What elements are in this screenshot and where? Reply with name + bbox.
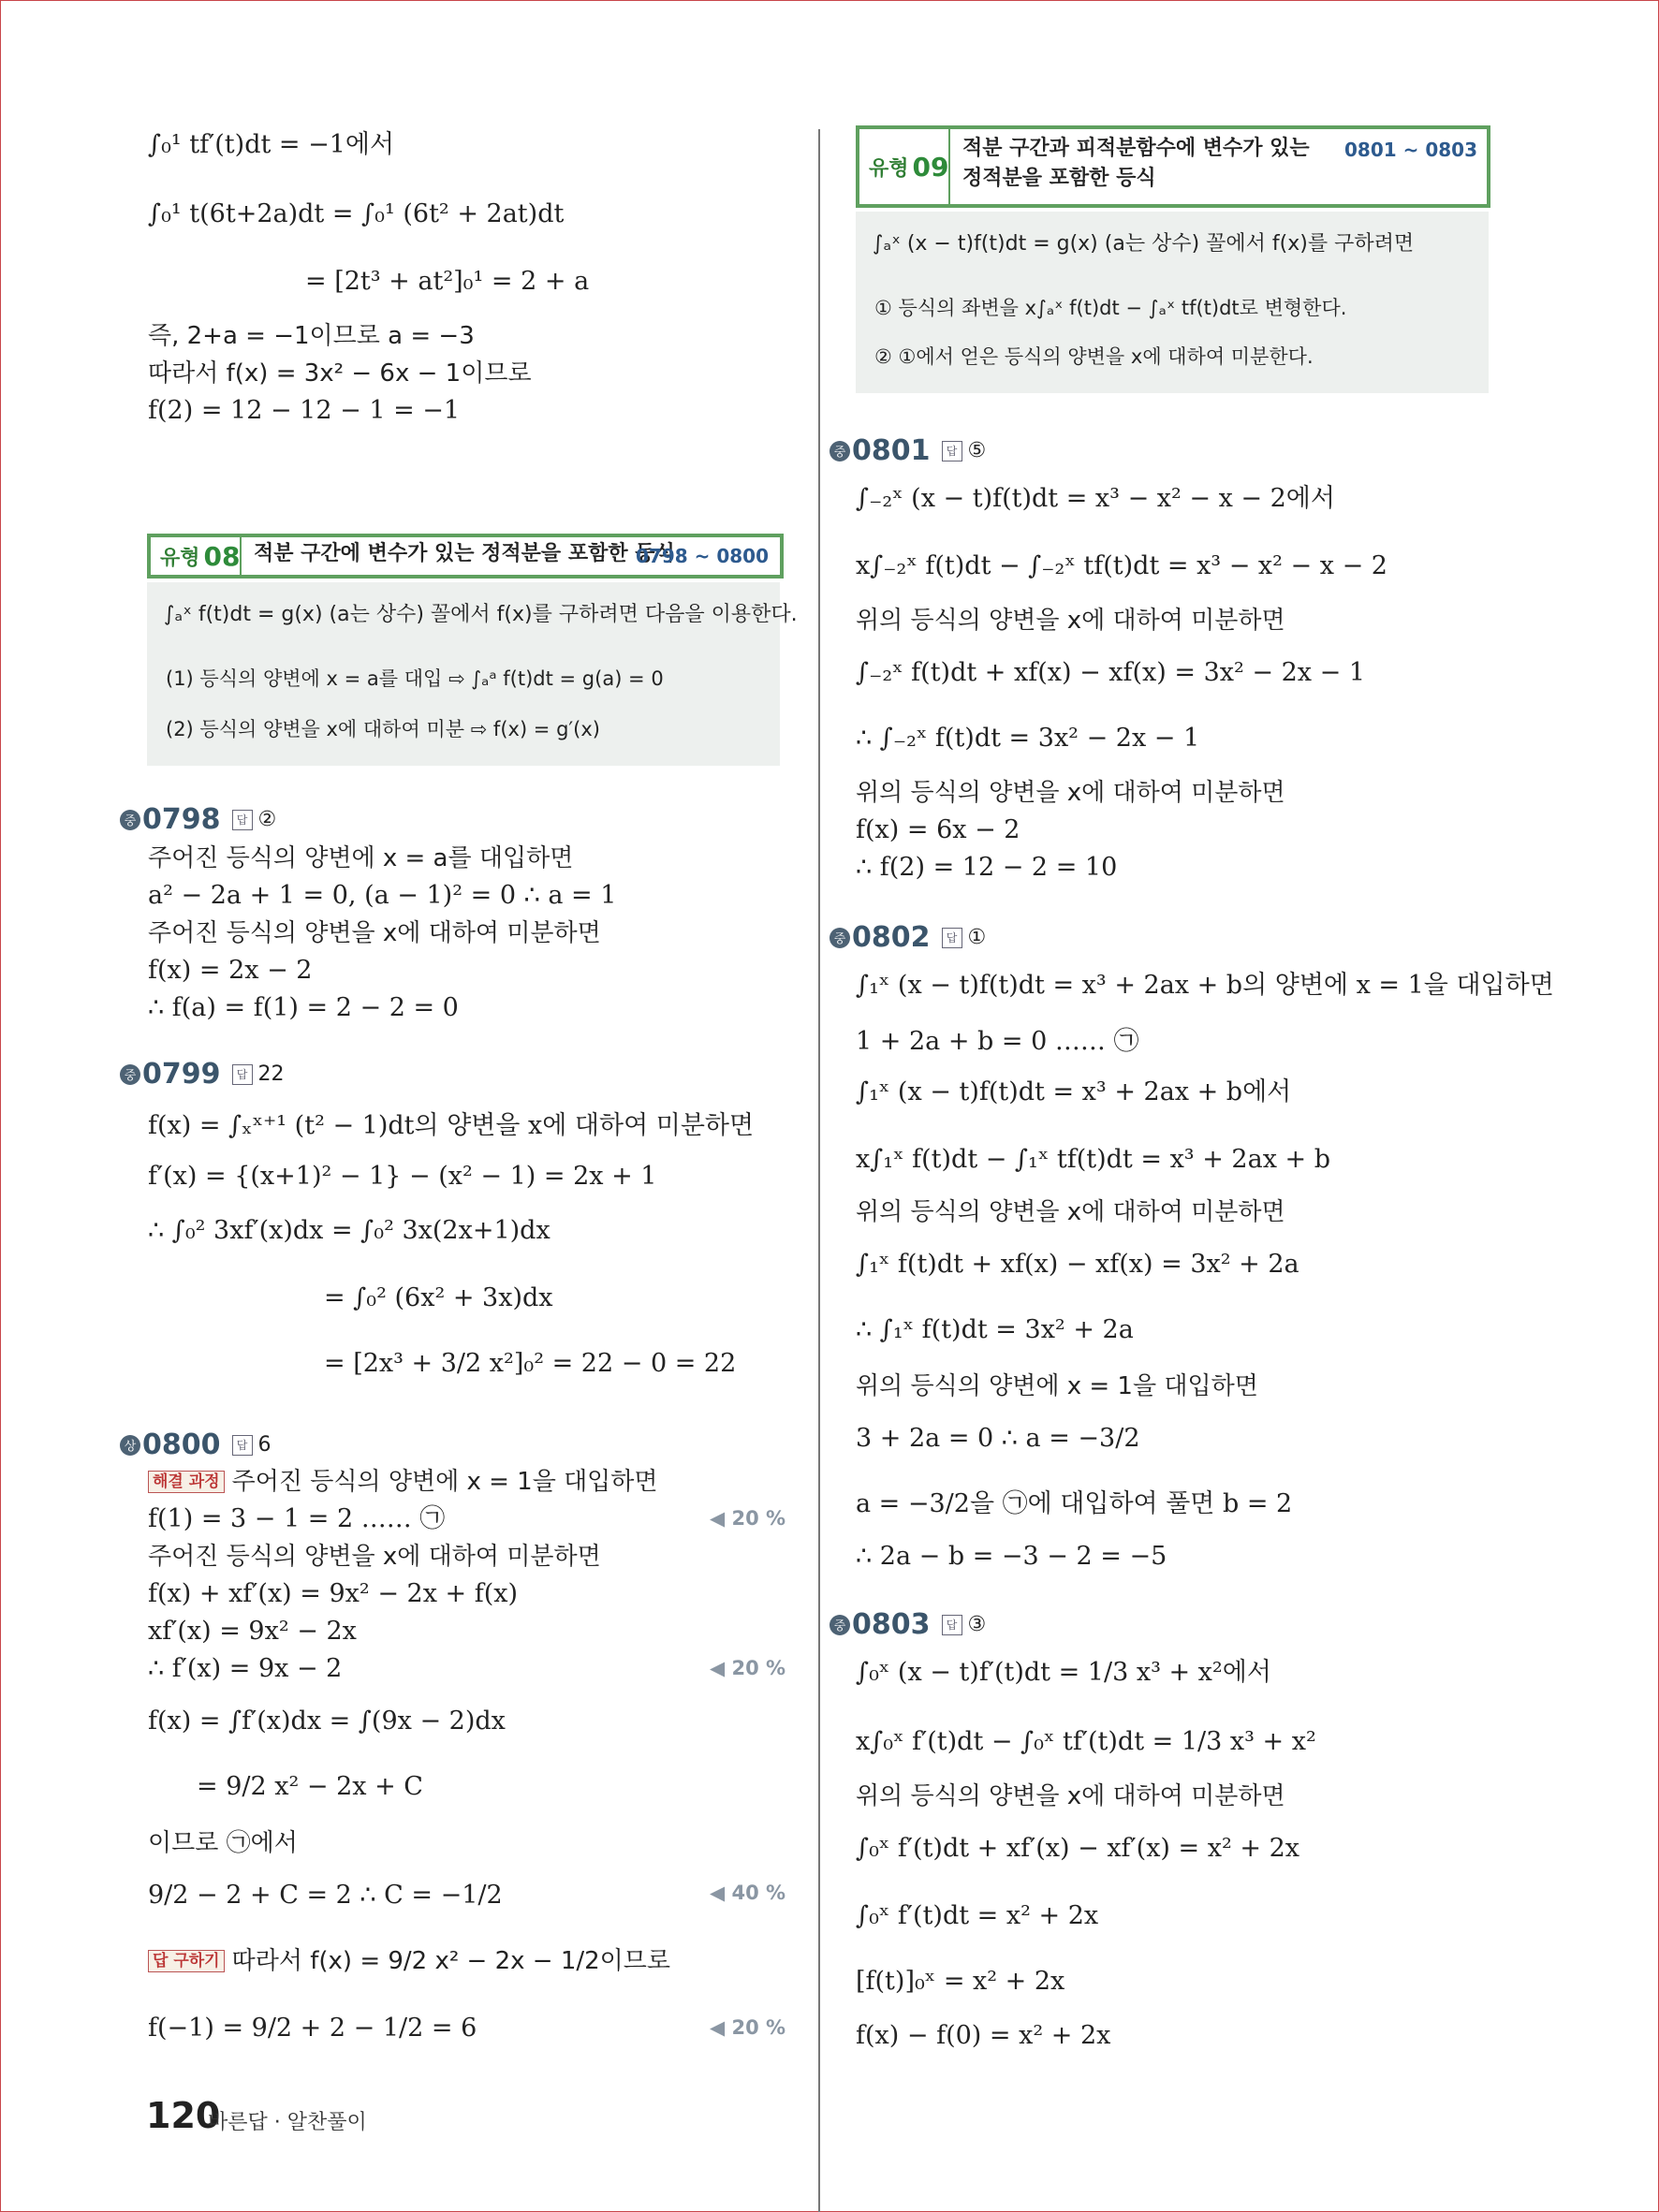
type08-separator (240, 537, 242, 575)
type08-title: 적분 구간에 변수가 있는 정적분을 포함한 등식 (254, 542, 675, 565)
difficulty-badge: 중 (120, 1064, 140, 1085)
p0799-line-2: f′(x) = {(x+1)² − 1} − (x² − 1) = 2x + 1 (148, 1162, 657, 1191)
p0800-line-5: xf′(x) = 9x² − 2x (148, 1617, 357, 1646)
p0801-line-3: 위의 등식의 양변을 x에 대하여 미분하면 (856, 607, 1285, 635)
p0802-line-7: ∴ ∫₁ˣ f(t)dt = 3x² + 2a (856, 1315, 1134, 1344)
intro-line-5: 따라서 f(x) = 3x² − 6x − 1이므로 (148, 359, 532, 388)
type09-note-1: ∫ₐˣ (x − t)f(t)dt = g(x) (a는 상수) 꼴에서 f(x)를 구하려면 (873, 232, 1415, 256)
p0799-line-5: = [2x³ + 3/2 x²]₀² = 22 − 0 = 22 (324, 1349, 737, 1378)
type08-note (147, 582, 798, 766)
p0803-line-7: f(x) − f(0) = x² + 2x (856, 2021, 1111, 2050)
difficulty-badge: 중 (830, 1615, 850, 1635)
p0801-line-5: ∴ ∫₋₂ˣ f(t)dt = 3x² − 2x − 1 (856, 724, 1200, 753)
p0800-line-6: ∴ f′(x) = 9x − 2 (148, 1654, 343, 1683)
p0800-line-1: 해결 과정 주어진 등식의 양변에 x = 1을 대입하면 (148, 1466, 658, 1498)
problem-number: 0798 (142, 803, 221, 836)
type09-title-1: 적분 구간과 피적분함수에 변수가 있는 (962, 137, 1310, 160)
p0803-line-5: ∫₀ˣ f′(t)dt = x² + 2x (856, 1901, 1099, 1930)
type09-separator (948, 129, 950, 204)
type08-range: 0798 ~ 0800 (635, 545, 769, 567)
answer-value: ⑤ (967, 439, 987, 462)
p0800-line-4: f(x) + xf′(x) = 9x² − 2x + f(x) (148, 1579, 519, 1608)
step-badge-answer: 답 구하기 (148, 1950, 225, 1972)
p0801-line-1: ∫₋₂ˣ (x − t)f(t)dt = x³ − x² − x − 2에서 (856, 484, 1335, 513)
answer-icon: 답 (232, 1435, 253, 1456)
column-divider (818, 129, 820, 2212)
answer-icon: 답 (232, 810, 253, 830)
type08-note-3: (2) 등식의 양변을 x에 대하여 미분 ⇨ f(x) = g′(x) (166, 718, 600, 740)
p0802-line-2: 1 + 2a + b = 0 …… ㉠ (856, 1027, 1139, 1056)
answer-icon: 답 (232, 1064, 253, 1085)
p0801-line-8: ∴ f(2) = 12 − 2 = 10 (856, 853, 1118, 882)
p0798-line-2: a² − 2a + 1 = 0, (a − 1)² = 0 ∴ a = 1 (148, 881, 617, 910)
percent-marker-4: ◀ 20 % (710, 2016, 786, 2039)
problem-number: 0800 (142, 1428, 221, 1461)
percent-marker-3: ◀ 40 % (710, 1882, 786, 1904)
problem-number: 0801 (852, 434, 931, 467)
footer-label: 바른답 · 알찬풀이 (208, 2111, 367, 2134)
type08-note-1: ∫ₐˣ f(t)dt = g(x) (a는 상수) 꼴에서 f(x)를 구하려면 다음을 이용한다. (164, 603, 798, 626)
answer-icon: 답 (942, 1615, 962, 1635)
type09-tag: 유형 09 (869, 151, 949, 183)
p0800-line-2: f(1) = 3 − 1 = 2 …… ㉠ (148, 1504, 446, 1533)
problem-0803-header (830, 1608, 986, 1641)
p0800-line-7: f(x) = ∫f′(x)dx = ∫(9x − 2)dx (148, 1707, 506, 1736)
p0798-line-4: f(x) = 2x − 2 (148, 956, 313, 985)
type09-header (856, 125, 1490, 208)
p0799-line-1: f(x) = ∫ₓˣ⁺¹ (t² − 1)dt의 양변을 x에 대하여 미분하면 (148, 1111, 755, 1140)
percent-marker-2: ◀ 20 % (710, 1657, 786, 1679)
intro-line-2: ∫₀¹ t(6t+2a)dt = ∫₀¹ (6t² + 2at)dt (148, 199, 565, 228)
type08-tag: 유형 08 (160, 540, 241, 572)
p0802-line-1: ∫₁ˣ (x − t)f(t)dt = x³ + 2ax + b의 양변에 x = 1을 대입하면 (856, 971, 1554, 1000)
answer-value: ① (967, 926, 987, 949)
p0802-line-6: ∫₁ˣ f(t)dt + xf(x) − xf(x) = 3x² + 2a (856, 1250, 1299, 1279)
type09-note-3: ② ①에서 얻은 등식의 양변을 x에 대하여 미분한다. (874, 345, 1314, 368)
p0798-line-3: 주어진 등식의 양변을 x에 대하여 미분하면 (148, 919, 601, 947)
type08-header (147, 534, 784, 579)
problem-number: 0803 (852, 1608, 931, 1641)
p0800-line-12: f(−1) = 9/2 + 2 − 1/2 = 6 (148, 2014, 477, 2043)
p0803-line-1: ∫₀ˣ (x − t)f′(t)dt = 1/3 x³ + x²에서 (856, 1658, 1271, 1687)
percent-marker-1: ◀ 20 % (710, 1507, 786, 1530)
p0802-line-11: ∴ 2a − b = −3 − 2 = −5 (856, 1542, 1167, 1571)
difficulty-badge: 중 (830, 928, 850, 948)
intro-line-1: ∫₀¹ tf′(t)dt = −1에서 (148, 130, 395, 159)
difficulty-badge: 중 (120, 810, 140, 830)
p0802-line-3: ∫₁ˣ (x − t)f(t)dt = x³ + 2ax + b에서 (856, 1077, 1292, 1106)
p0799-line-4: = ∫₀² (6x² + 3x)dx (324, 1283, 553, 1312)
p0803-line-3: 위의 등식의 양변을 x에 대하여 미분하면 (856, 1782, 1285, 1810)
p0800-line-9: 이므로 ㉠에서 (148, 1829, 298, 1857)
p0800-line-8: = 9/2 x² − 2x + C (197, 1772, 423, 1801)
type09-title-2: 정적분을 포함한 등식 (962, 167, 1156, 190)
p0802-line-4: x∫₁ˣ f(t)dt − ∫₁ˣ tf(t)dt = x³ + 2ax + b (856, 1145, 1330, 1174)
answer-value: ② (257, 808, 277, 831)
p0801-line-4: ∫₋₂ˣ f(t)dt + xf(x) − xf(x) = 3x² − 2x − 1 (856, 658, 1365, 687)
p0799-line-3: ∴ ∫₀² 3xf′(x)dx = ∫₀² 3x(2x+1)dx (148, 1216, 551, 1245)
p0798-line-1: 주어진 등식의 양변에 x = a를 대입하면 (148, 844, 574, 872)
problem-0801-header (830, 434, 986, 467)
problem-0798-header (120, 803, 276, 836)
answer-value: 6 (257, 1433, 272, 1457)
p0801-line-7: f(x) = 6x − 2 (856, 815, 1020, 844)
type08-note-2: (1) 등식의 양변에 x = a를 대입 ⇨ ∫ₐᵃ f(t)dt = g(a) = 0 (166, 667, 664, 690)
p0802-line-5: 위의 등식의 양변을 x에 대하여 미분하면 (856, 1198, 1285, 1226)
p0800-line-11: 답 구하기 따라서 f(x) = 9/2 x² − 2x − 1/2이므로 (148, 1945, 670, 1977)
problem-0800-header (120, 1428, 272, 1461)
intro-line-4: 즉, 2+a = −1이므로 a = −3 (148, 322, 475, 350)
problem-0799-header (120, 1058, 285, 1091)
type09-note-2: ① 등식의 좌변을 x∫ₐˣ f(t)dt − ∫ₐˣ tf(t)dt로 변형한다. (874, 297, 1347, 319)
p0800-line-3: 주어진 등식의 양변을 x에 대하여 미분하면 (148, 1543, 601, 1571)
p0803-line-6: [f(t)]₀ˣ = x² + 2x (856, 1967, 1065, 1996)
p0803-line-4: ∫₀ˣ f′(t)dt + xf′(x) − xf′(x) = x² + 2x (856, 1834, 1299, 1863)
p0801-line-2: x∫₋₂ˣ f(t)dt − ∫₋₂ˣ tf(t)dt = x³ − x² − x − 2 (856, 551, 1387, 580)
intro-line-3: = [2t³ + at²]₀¹ = 2 + a (305, 267, 590, 296)
p0802-line-9: 3 + 2a = 0 ∴ a = −3/2 (856, 1424, 1140, 1453)
problem-0802-header (830, 921, 986, 954)
problem-number: 0802 (852, 921, 931, 954)
difficulty-badge: 중 (830, 441, 850, 461)
type09-note (856, 212, 1489, 393)
p0802-line-8: 위의 등식의 양변에 x = 1을 대입하면 (856, 1372, 1258, 1400)
problem-number: 0799 (142, 1058, 221, 1091)
p0802-line-10: a = −3/2을 ㉠에 대입하여 풀면 b = 2 (856, 1489, 1293, 1518)
difficulty-badge: 상 (120, 1435, 140, 1456)
p0800-line-10: 9/2 − 2 + C = 2 ∴ C = −1/2 (148, 1881, 503, 1910)
answer-value: ③ (967, 1613, 987, 1636)
page-number: 120 (146, 2095, 221, 2136)
answer-value: 22 (257, 1062, 285, 1086)
p0801-line-6: 위의 등식의 양변을 x에 대하여 미분하면 (856, 779, 1285, 807)
step-badge-process: 해결 과정 (148, 1471, 225, 1493)
p0798-line-5: ∴ f(a) = f(1) = 2 − 2 = 0 (148, 993, 459, 1022)
intro-line-6: f(2) = 12 − 12 − 1 = −1 (148, 396, 461, 425)
answer-icon: 답 (942, 441, 962, 461)
p0803-line-2: x∫₀ˣ f′(t)dt − ∫₀ˣ tf′(t)dt = 1/3 x³ + x² (856, 1727, 1316, 1756)
answer-icon: 답 (942, 928, 962, 948)
type09-range: 0801 ~ 0803 (1343, 139, 1477, 161)
